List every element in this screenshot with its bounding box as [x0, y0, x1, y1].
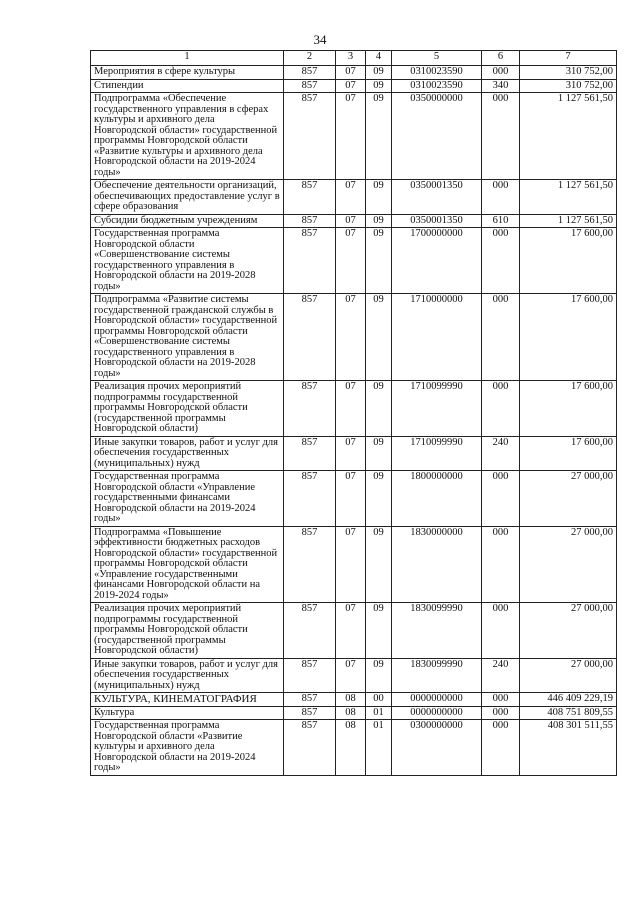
cell-target-code: 1800000000 [392, 471, 482, 527]
cell-amount: 17 600,00 [520, 381, 617, 437]
cell-amount: 1 127 561,50 [520, 93, 617, 180]
cell-section: 07 [336, 214, 366, 228]
cell-expense-type: 000 [482, 526, 520, 603]
cell-subsection: 09 [366, 79, 392, 93]
table-row [91, 228, 617, 294]
cell-amount: 310 752,00 [520, 79, 617, 93]
row-name: Иные закупки товаров, работ и услуг для обеспечения государственных (муниципальных) нужд [91, 436, 284, 471]
cell-section: 07 [336, 603, 366, 659]
cell-amount: 27 000,00 [520, 603, 617, 659]
cell-expense-type: 000 [482, 294, 520, 381]
cell-subsection: 09 [366, 93, 392, 180]
table-row [91, 79, 617, 93]
cell-ministry: 857 [284, 603, 336, 659]
cell-ministry: 857 [284, 693, 336, 707]
cell-section: 07 [336, 471, 366, 527]
cell-section: 07 [336, 381, 366, 437]
cell-expense-type: 240 [482, 436, 520, 471]
cell-target-code: 0300000000 [392, 720, 482, 776]
table-row [91, 706, 617, 720]
cell-amount: 1 127 561,50 [520, 180, 617, 215]
table-row [91, 66, 617, 80]
cell-subsection: 09 [366, 471, 392, 527]
cell-expense-type: 000 [482, 93, 520, 180]
cell-expense-type: 610 [482, 214, 520, 228]
cell-section: 07 [336, 294, 366, 381]
cell-subsection: 09 [366, 294, 392, 381]
row-name: Мероприятия в сфере культуры [91, 66, 284, 80]
cell-amount: 408 751 809,55 [520, 706, 617, 720]
cell-ministry: 857 [284, 93, 336, 180]
cell-subsection: 09 [366, 526, 392, 603]
column-header: 5 [392, 51, 482, 66]
column-header: 1 [91, 51, 284, 66]
cell-section: 07 [336, 180, 366, 215]
cell-amount: 17 600,00 [520, 436, 617, 471]
cell-ministry: 857 [284, 180, 336, 215]
cell-ministry: 857 [284, 228, 336, 294]
cell-ministry: 857 [284, 66, 336, 80]
cell-target-code: 0000000000 [392, 706, 482, 720]
cell-amount: 17 600,00 [520, 228, 617, 294]
table-row [91, 720, 617, 776]
row-name: КУЛЬТУРА, КИНЕМАТОГРАФИЯ [91, 693, 284, 707]
cell-expense-type: 240 [482, 658, 520, 693]
cell-ministry: 857 [284, 471, 336, 527]
cell-section: 07 [336, 66, 366, 80]
cell-section: 07 [336, 526, 366, 603]
cell-ministry: 857 [284, 720, 336, 776]
cell-target-code: 1710099990 [392, 436, 482, 471]
cell-target-code: 0000000000 [392, 693, 482, 707]
cell-expense-type: 000 [482, 381, 520, 437]
cell-ministry: 857 [284, 214, 336, 228]
row-name: Обеспечение деятельности организаций, обеспечивающих предоставление услуг в сфере образования [91, 180, 284, 215]
table-row [91, 214, 617, 228]
cell-amount: 27 000,00 [520, 471, 617, 527]
cell-section: 07 [336, 658, 366, 693]
table-row [91, 658, 617, 693]
cell-expense-type: 000 [482, 603, 520, 659]
table-row [91, 471, 617, 527]
cell-target-code: 0310023590 [392, 79, 482, 93]
cell-ministry: 857 [284, 436, 336, 471]
row-name: Субсидии бюджетным учреждениям [91, 214, 284, 228]
table-row [91, 93, 617, 180]
cell-section: 07 [336, 79, 366, 93]
cell-subsection: 09 [366, 658, 392, 693]
cell-expense-type: 000 [482, 693, 520, 707]
cell-subsection: 09 [366, 214, 392, 228]
cell-expense-type: 000 [482, 706, 520, 720]
cell-subsection: 09 [366, 381, 392, 437]
cell-subsection: 09 [366, 228, 392, 294]
row-name: Иные закупки товаров, работ и услуг для обеспечения государственных (муниципальных) нужд [91, 658, 284, 693]
cell-amount: 27 000,00 [520, 526, 617, 603]
cell-section: 07 [336, 228, 366, 294]
header-row [91, 51, 617, 66]
cell-section: 08 [336, 693, 366, 707]
table-row [91, 294, 617, 381]
cell-amount: 408 301 511,55 [520, 720, 617, 776]
table-row [91, 436, 617, 471]
row-name: Подпрограмма «Повышение эффективности бюджетных расходов Новгородской области» государственной программы Новгородской области «Управление государственными финансами Новгородской области на 2019-2024 годы» [91, 526, 284, 603]
row-name: Реализация прочих мероприятий подпрограммы государственной программы Новгородской области (государственной программы Новгородской области) [91, 603, 284, 659]
cell-expense-type: 000 [482, 66, 520, 80]
cell-subsection: 09 [366, 66, 392, 80]
cell-target-code: 1710000000 [392, 294, 482, 381]
cell-expense-type: 340 [482, 79, 520, 93]
cell-target-code: 0350001350 [392, 214, 482, 228]
cell-section: 08 [336, 720, 366, 776]
budget-table [90, 50, 617, 776]
cell-amount: 17 600,00 [520, 294, 617, 381]
cell-target-code: 1700000000 [392, 228, 482, 294]
cell-section: 07 [336, 93, 366, 180]
column-header: 7 [520, 51, 617, 66]
cell-target-code: 0310023590 [392, 66, 482, 80]
cell-target-code: 1710099990 [392, 381, 482, 437]
cell-section: 07 [336, 436, 366, 471]
cell-ministry: 857 [284, 526, 336, 603]
cell-expense-type: 000 [482, 180, 520, 215]
cell-target-code: 1830099990 [392, 603, 482, 659]
row-name: Государственная программа Новгородской области «Развитие культуры и архивного дела Новгородской области на 2019-2024 годы» [91, 720, 284, 776]
row-name: Подпрограмма «Развитие системы государственной гражданской службы в Новгородской области» государственной программы Новгородской области «Совершенствование системы государственного управления в Новгородской области на 2019-2028 годы» [91, 294, 284, 381]
cell-target-code: 1830099990 [392, 658, 482, 693]
cell-amount: 27 000,00 [520, 658, 617, 693]
column-header: 6 [482, 51, 520, 66]
cell-target-code: 0350000000 [392, 93, 482, 180]
cell-ministry: 857 [284, 294, 336, 381]
cell-subsection: 09 [366, 180, 392, 215]
cell-expense-type: 000 [482, 228, 520, 294]
row-name: Реализация прочих мероприятий подпрограммы государственной программы Новгородской области (государственной программы Новгородской области) [91, 381, 284, 437]
cell-subsection: 09 [366, 603, 392, 659]
column-header: 4 [366, 51, 392, 66]
column-header: 3 [336, 51, 366, 66]
cell-subsection: 01 [366, 706, 392, 720]
cell-expense-type: 000 [482, 471, 520, 527]
cell-subsection: 09 [366, 436, 392, 471]
table-row [91, 693, 617, 707]
cell-ministry: 857 [284, 658, 336, 693]
cell-amount: 1 127 561,50 [520, 214, 617, 228]
cell-subsection: 00 [366, 693, 392, 707]
table-row [91, 381, 617, 437]
cell-ministry: 857 [284, 79, 336, 93]
table-row [91, 603, 617, 659]
row-name: Подпрограмма «Обеспечение государственного управления в сферах культуры и архивного дела Новгородской области» государственной программы Новгородской области «Развитие культуры и архивного дела Новгородской области на 2019-2024 годы» [91, 93, 284, 180]
cell-subsection: 01 [366, 720, 392, 776]
cell-target-code: 1830000000 [392, 526, 482, 603]
cell-ministry: 857 [284, 381, 336, 437]
cell-section: 08 [336, 706, 366, 720]
page-number: 34 [313, 32, 327, 47]
table-row [91, 180, 617, 215]
column-header: 2 [284, 51, 336, 66]
cell-ministry: 857 [284, 706, 336, 720]
cell-target-code: 0350001350 [392, 180, 482, 215]
cell-amount: 310 752,00 [520, 66, 617, 80]
cell-amount: 446 409 229,19 [520, 693, 617, 707]
row-name: Культура [91, 706, 284, 720]
cell-expense-type: 000 [482, 720, 520, 776]
table-row [91, 526, 617, 603]
row-name: Государственная программа Новгородской области «Управление государственными финансами Новгородской области на 2019-2024 годы» [91, 471, 284, 527]
row-name: Государственная программа Новгородской области «Совершенствование системы государственного управления в Новгородской области на 2019-2028 годы» [91, 228, 284, 294]
row-name: Стипендии [91, 79, 284, 93]
